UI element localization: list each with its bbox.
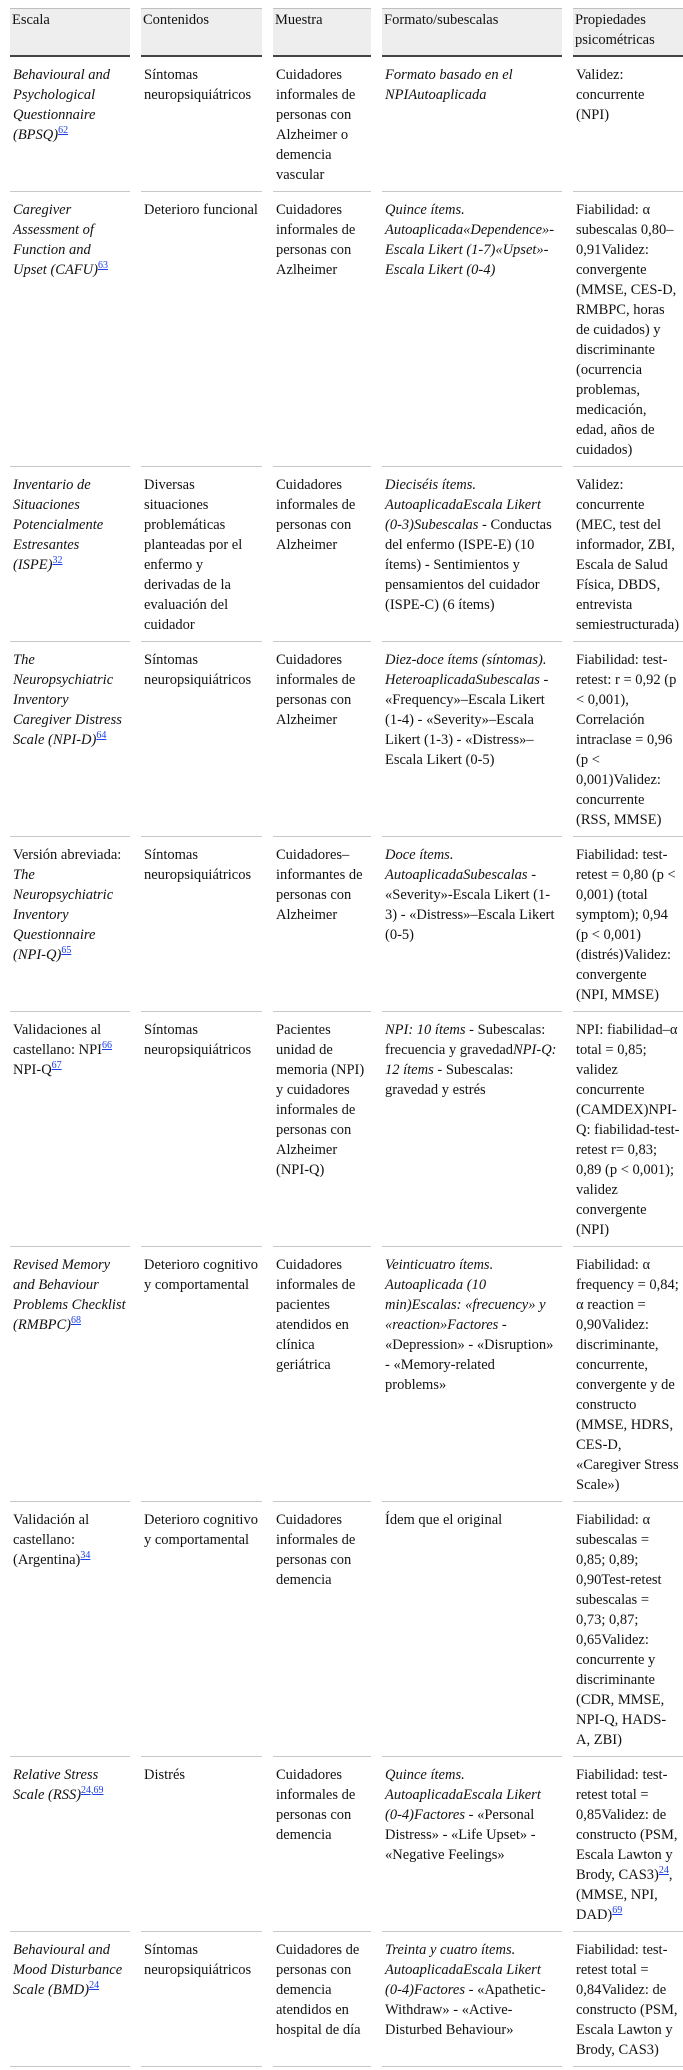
escala-prefix: Validaciones al castellano: NPI xyxy=(13,1022,102,1058)
escala-name: The Neuropsychiatric Inventory Caregiver Distress Scale (NPI-D) xyxy=(13,652,122,748)
escala-cell xyxy=(10,467,130,642)
reference-link[interactable]: 68 xyxy=(70,1315,81,1327)
page xyxy=(0,8,683,2070)
escala-name: Behavioural and Psychological Questionnaire (BPSQ) xyxy=(13,67,111,143)
reference-link[interactable]: 64 xyxy=(96,730,107,742)
contenidos-cell: Síntomas neuropsiquiátricos xyxy=(141,56,262,192)
propiedades-cell: Validez: concurrente (MEC, test del informador, ZBI, Escala de Salud Física, DBDS, entrevista semiestructurada) xyxy=(573,467,683,642)
formato-italic: Formato basado en el NPIAutoaplicada xyxy=(385,67,513,103)
reference-link[interactable]: 34 xyxy=(80,1550,91,1562)
reference-link[interactable]: 69 xyxy=(612,1905,623,1917)
muestra-cell: Cuidadores de personas con demencia atendidos en hospital de día xyxy=(273,1932,371,2067)
escala-cell xyxy=(10,837,130,1012)
escala-name: Behavioural and Mood Disturbance Scale (BMD) xyxy=(13,1942,123,1998)
muestra-cell: Pacientes unidad de memoria (NPI) y cuidadores informales de personas con Alzheimer (NPI-Q) xyxy=(273,1012,371,1247)
formato-italic: Veinticuatro ítems. Autoaplicada (10 min)Escalas: «frecuency» y «reaction»Factores xyxy=(385,1257,546,1333)
table-row xyxy=(10,1757,683,1932)
escala-prefix: Validación al castellano: (Argentina) xyxy=(13,1512,90,1568)
header-propiedades: Propiedades psicométricas xyxy=(573,9,683,57)
escala-name: Inventario de Situaciones Potencialmente Estresantes (ISPE) xyxy=(13,477,104,573)
reference-link[interactable]: 62 xyxy=(58,125,69,137)
formato-cell xyxy=(382,642,562,837)
muestra-cell: Cuidadores informales de personas con demencia xyxy=(273,1757,371,1932)
contenidos-cell: Síntomas neuropsiquiátricos xyxy=(141,642,262,837)
propiedades-cell: Validez: concurrente (NPI) xyxy=(573,56,683,192)
table-row xyxy=(10,837,683,1012)
formato-cell xyxy=(382,1012,562,1247)
formato-text: - «Severity»-Escala Likert (1-3) - «Distress»–Escala Likert (0-5) xyxy=(385,867,555,943)
muestra-cell: Cuidadores informales de personas con Azlheimer xyxy=(273,192,371,467)
propiedades-text: Fiabilidad: test-retest total = 0,85Validez: de constructo (PSM, Escala Lawton y Brody, CAS3) xyxy=(576,1767,678,1883)
escala-name: Caregiver Assessment of Function and Upset (CAFU) xyxy=(13,202,98,278)
escala-cell xyxy=(10,1757,130,1932)
formato-text: - «Frequency»–Escala Likert (1-4) - «Severity»–Escala Likert (1-3) - «Distress»–Escala Likert (0-5) xyxy=(385,672,549,768)
reference-link[interactable]: 67 xyxy=(51,1060,62,1072)
formato-italic: Quince ítems. Autoaplicada«Dependence»-Escala Likert (1-7)«Upset»-Escala Likert (0-4) xyxy=(385,202,555,278)
formato-italic: Quince ítems. AutoaplicadaEscala Likert (0-4)Factores xyxy=(385,1767,541,1823)
table-row xyxy=(10,192,683,467)
header-muestra: Muestra xyxy=(273,9,371,57)
reference-link[interactable]: 24,69 xyxy=(81,1785,104,1797)
formato-text: - «Depression» - «Disruption» - «Memory-related problems» xyxy=(385,1317,554,1393)
formato-italic: Treinta y cuatro ítems. AutoaplicadaEscala Likert (0-4)Factores xyxy=(385,1942,541,1998)
escala-cell xyxy=(10,1502,130,1757)
contenidos-cell: Síntomas neuropsiquiátricos xyxy=(141,1932,262,2067)
table-row xyxy=(10,1502,683,1757)
formato-cell xyxy=(382,467,562,642)
formato-italic: NPI: 10 ítems xyxy=(385,1022,466,1038)
propiedades-cell: Fiabilidad: test-retest: r = 0,92 (p < 0,001), Correlación intraclase = 0,96 (p < 0,001)Validez: concurrente (RSS, MMSE) xyxy=(573,642,683,837)
escala-prefix-2: NPI-Q xyxy=(13,1062,52,1078)
escala-cell xyxy=(10,192,130,467)
muestra-cell: Cuidadores informales de personas con demencia xyxy=(273,1502,371,1757)
escala-cell xyxy=(10,1012,130,1247)
escala-cell xyxy=(10,1932,130,2067)
formato-cell xyxy=(382,1932,562,2067)
escala-name: Relative Stress Scale (RSS) xyxy=(13,1767,99,1803)
propiedades-text-2: , (MMSE, NPI, DAD) xyxy=(576,1867,673,1923)
propiedades-cell: Fiabilidad: α frequency = 0,84; α reaction = 0,90Validez: discriminante, concurrente, convergente y de constructo (MMSE, HDRS, CES-D, «Caregiver Stress Scale») xyxy=(573,1247,683,1502)
propiedades-cell: Fiabilidad: test-retest total = 0,84Validez: de constructo (PSM, Escala Lawton y Brody, CAS3) xyxy=(573,1932,683,2067)
table-row xyxy=(10,1247,683,1502)
table-row xyxy=(10,56,683,192)
formato-cell xyxy=(382,192,562,467)
formato-text-2: - Subescalas: gravedad y estrés xyxy=(385,1062,514,1098)
header-formato: Formato/subescalas xyxy=(382,9,562,57)
muestra-cell: Cuidadores informales de personas con Alzheimer xyxy=(273,467,371,642)
reference-link[interactable]: 24 xyxy=(658,1865,669,1877)
escala-cell xyxy=(10,1247,130,1502)
formato-italic-2: NPI-Q: 12 ítems xyxy=(385,1042,557,1078)
propiedades-cell: Fiabilidad: α subescalas = 0,85; 0,89; 0,90Test-retest subescalas = 0,73; 0,87; 0,65Validez: concurrente y discriminante (CDR, MMSE, NPI-Q, HADS-A, ZBI) xyxy=(573,1502,683,1757)
propiedades-cell: Fiabilidad: test-retest = 0,80 (p < 0,001) (total symptom); 0,94 (p < 0,001) (distrés)Validez: convergente (NPI, MMSE) xyxy=(573,837,683,1012)
table-row xyxy=(10,1932,683,2067)
formato-cell xyxy=(382,1502,562,1757)
formato-italic: Dieciséis ítems. AutoaplicadaEscala Likert (0-3)Subescalas xyxy=(385,477,541,533)
formato-italic: Doce ítems. AutoaplicadaSubescalas xyxy=(385,847,528,883)
muestra-cell: Cuidadores informales de personas con Alzheimer xyxy=(273,642,371,837)
contenidos-cell: Diversas situaciones problemáticas planteadas por el enfermo y derivadas de la evaluación del cuidador xyxy=(141,467,262,642)
escala-prefix: Versión abreviada: xyxy=(13,847,122,863)
propiedades-cell: Fiabilidad: α subescalas 0,80–0,91Validez: convergente (MMSE, CES-D, RMBPC, horas de cuidados) y discriminante (ocurrencia problemas, medicación, edad, años de cuidados) xyxy=(573,192,683,467)
contenidos-cell: Síntomas neuropsiquiátricos xyxy=(141,1012,262,1247)
formato-cell xyxy=(382,56,562,192)
contenidos-cell: Distrés xyxy=(141,1757,262,1932)
reference-link[interactable]: 32 xyxy=(52,555,63,567)
contenidos-cell: Deterioro funcional xyxy=(141,192,262,467)
reference-link[interactable]: 24 xyxy=(89,1980,100,1992)
contenidos-cell: Síntomas neuropsiquiátricos xyxy=(141,837,262,1012)
formato-cell xyxy=(382,1757,562,1932)
table-row xyxy=(10,467,683,642)
reference-link[interactable]: 63 xyxy=(97,260,108,272)
escala-name: Revised Memory and Behaviour Problems Checklist (RMBPC) xyxy=(13,1257,126,1333)
contenidos-cell: Deterioro cognitivo y comportamental xyxy=(141,1502,262,1757)
scales-table xyxy=(10,8,683,2067)
formato-text: Ídem que el original xyxy=(385,1512,503,1528)
formato-cell xyxy=(382,837,562,1012)
table-row xyxy=(10,1012,683,1247)
reference-link[interactable]: 66 xyxy=(102,1040,112,1052)
escala-cell xyxy=(10,56,130,192)
formato-text: - Conductas del enfermo (ISPE-E) (10 ítems) - Sentimientos y pensamientos del cuidador (ISPE-C) (6 ítems) xyxy=(385,517,552,613)
table-row xyxy=(10,642,683,837)
muestra-cell: Cuidadores–informantes de personas con Alzheimer xyxy=(273,837,371,1012)
escala-cell xyxy=(10,642,130,837)
propiedades-cell xyxy=(573,1757,683,1932)
muestra-cell: Cuidadores informales de personas con Alzheimer o demencia vascular xyxy=(273,56,371,192)
reference-link[interactable]: 65 xyxy=(61,945,72,957)
formato-italic: Diez-doce ítems (síntomas). HeteroaplicadaSubescalas xyxy=(385,652,547,688)
header-row xyxy=(10,9,683,57)
muestra-cell: Cuidadores informales de pacientes atendidos en clínica geriátrica xyxy=(273,1247,371,1502)
formato-cell xyxy=(382,1247,562,1502)
contenidos-cell: Deterioro cognitivo y comportamental xyxy=(141,1247,262,1502)
formato-text: - «Apathetic-Withdraw» - «Active-Disturbed Behaviour» xyxy=(385,1982,546,2038)
header-escala: Escala xyxy=(10,9,130,57)
header-contenidos: Contenidos xyxy=(141,9,262,57)
escala-name: The Neuropsychiatric Inventory Questionnaire (NPI-Q) xyxy=(13,867,114,963)
propiedades-cell: NPI: fiabilidad–α total = 0,85; validez concurrente (CAMDEX)NPI-Q: fiabilidad-test-retest r= 0,83; 0,89 (p < 0,001); validez convergente (NPI) xyxy=(573,1012,683,1247)
formato-text: - Subescalas: frecuencia y gravedad xyxy=(385,1022,546,1058)
formato-text: - «Personal Distress» - «Life Upset» - «Negative Feelings» xyxy=(385,1807,536,1863)
